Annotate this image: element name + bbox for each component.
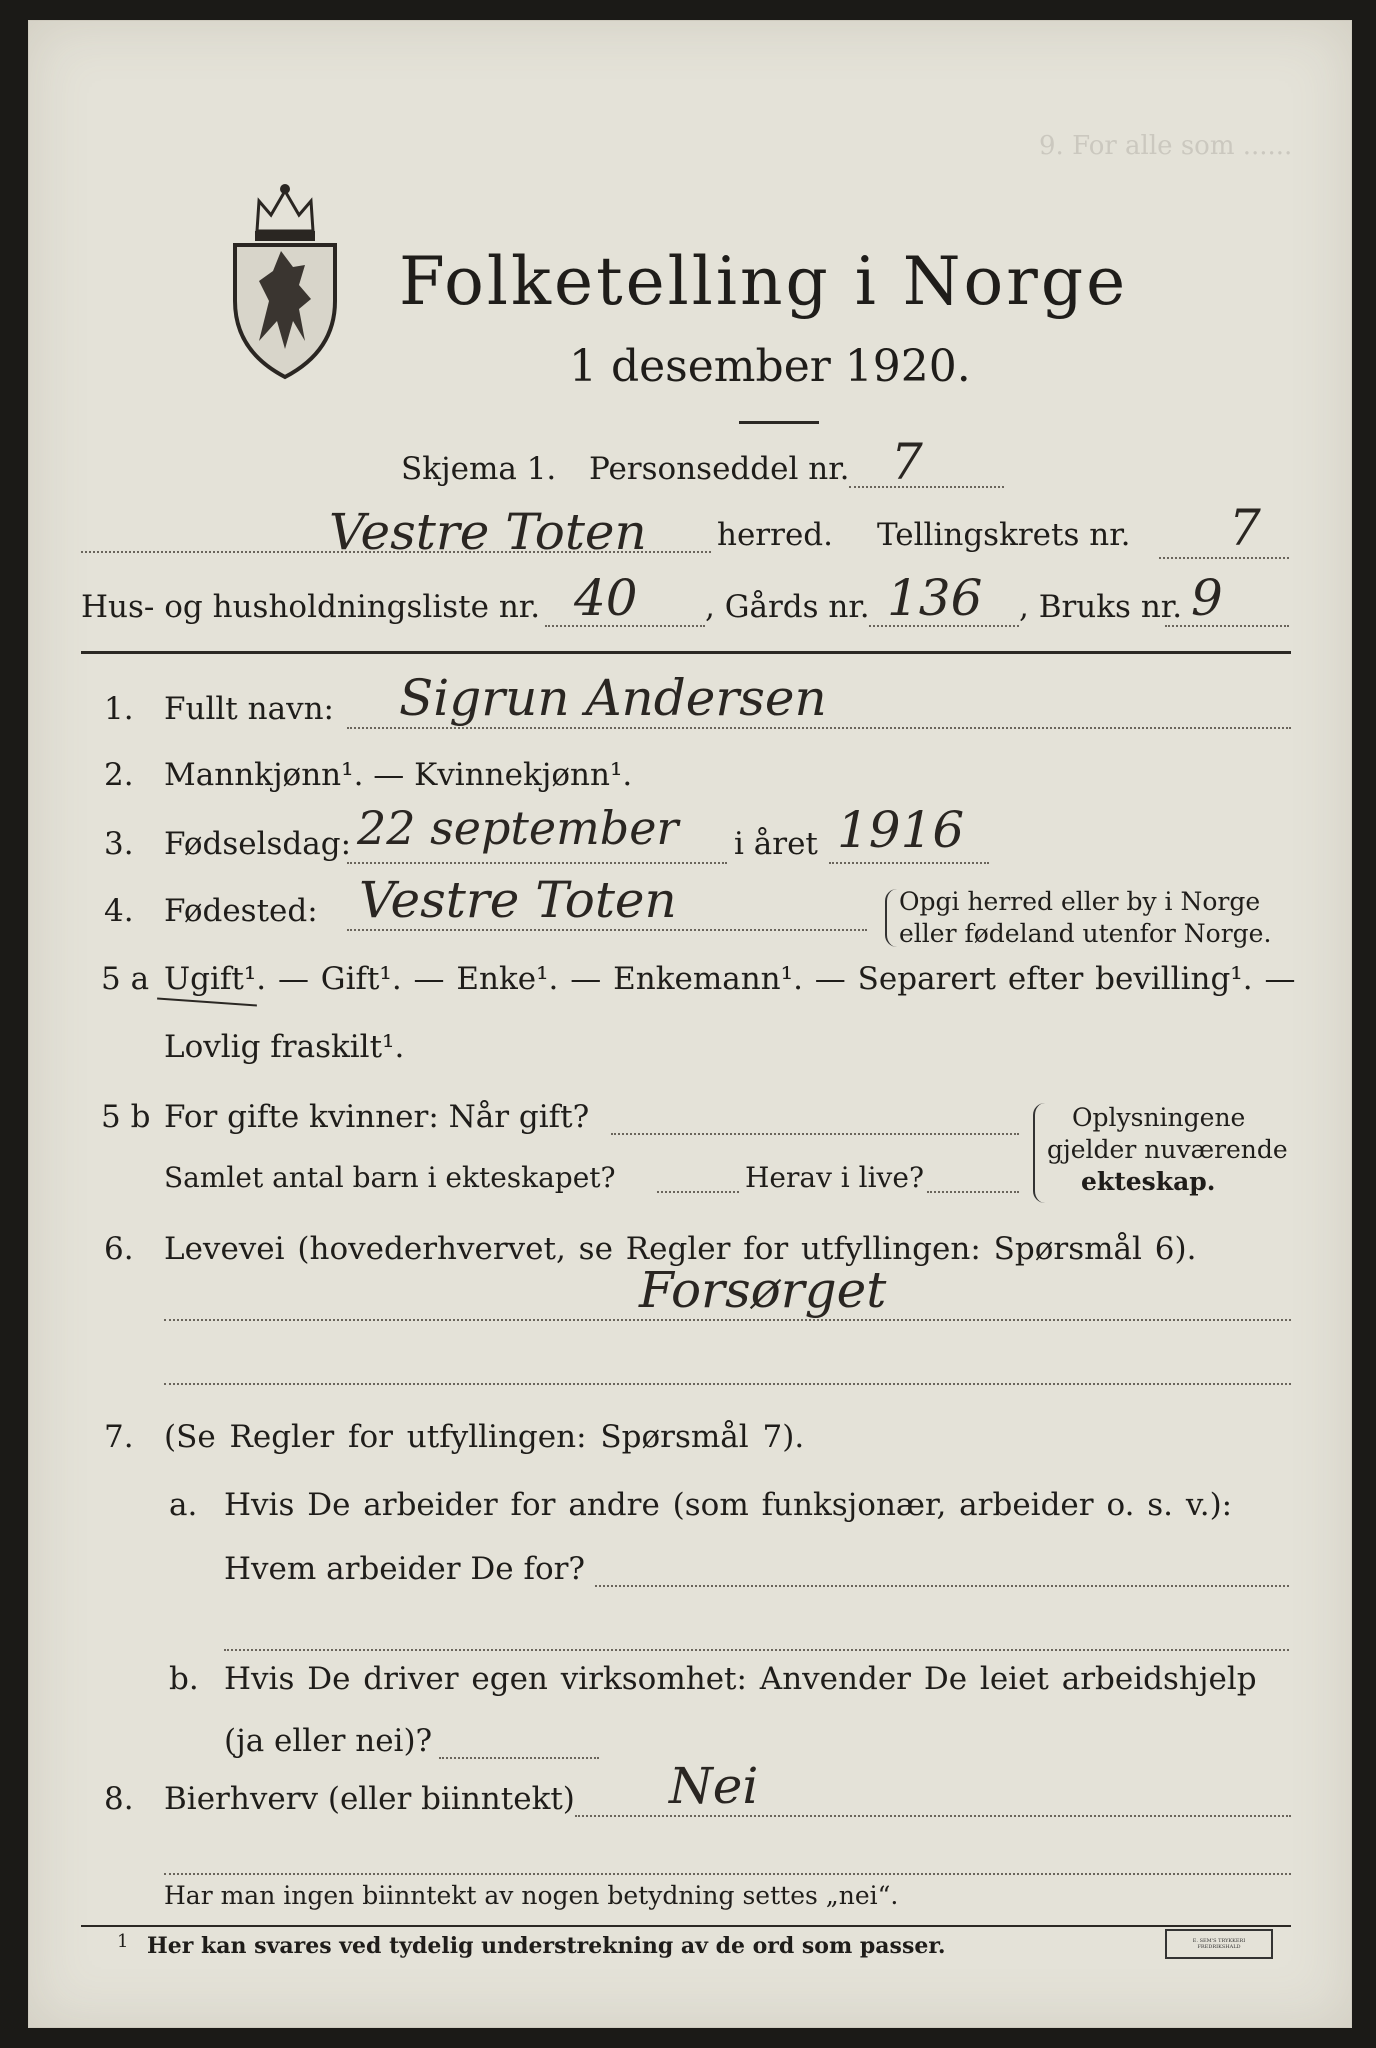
personseddel-value: 7 xyxy=(891,433,923,491)
q6-label: Levevei (hovederhvervet, se Regler for utfyllingen: Spørsmål 6). xyxy=(164,1231,1197,1267)
q5b-note-line2: gjelder nuværende xyxy=(1047,1135,1288,1164)
q5b-number: 5 b xyxy=(101,1099,151,1135)
q8-number: 8. xyxy=(104,1781,134,1817)
q7-number: 7. xyxy=(104,1419,134,1455)
q7b-number: b. xyxy=(169,1661,199,1697)
q7b-line1: Hvis De driver egen virksomhet: Anvender De leiet arbeidshjelp xyxy=(224,1661,1257,1697)
form-title: Folketelling i Norge xyxy=(399,243,1129,320)
q7-label: (Se Regler for utfyllingen: Spørsmål 7). xyxy=(164,1419,805,1455)
hus-label: Hus- og husholdningsliste nr. xyxy=(81,589,541,625)
header-divider xyxy=(81,651,1291,654)
q1-label: Fullt navn: xyxy=(164,691,334,727)
q5b-line2b: Herav i live? xyxy=(745,1161,924,1194)
herred-label: herred. xyxy=(717,517,833,553)
census-form xyxy=(28,20,1352,2028)
ugift-underline xyxy=(157,998,257,1007)
herred-value: Vestre Toten xyxy=(329,503,647,561)
skjema-label: Skjema 1. xyxy=(401,451,557,487)
q3-label: Fødselsdag: xyxy=(164,826,352,862)
q6-occupation: Forsørget xyxy=(639,1261,887,1319)
bruks-value: 9 xyxy=(1191,569,1223,627)
bleed-through: 9. For alle som ...... xyxy=(1039,131,1293,161)
q4-birthplace: Vestre Toten xyxy=(359,871,677,929)
q5b-note-line3: ekteskap. xyxy=(1081,1167,1216,1196)
q5a-number: 5 a xyxy=(101,961,150,997)
bruks-label: , Bruks nr. xyxy=(1019,589,1183,625)
printer-stamp-text: E. SEM'S TRYKKERI FREDRIKSHALD xyxy=(1192,1938,1246,1950)
q4-number: 4. xyxy=(104,893,134,929)
footnote-marker: 1 xyxy=(117,1931,129,1952)
q1-full-name: Sigrun Andersen xyxy=(399,669,827,727)
personseddel-label: Personseddel nr. xyxy=(589,451,850,487)
nei-instruction: Har man ingen biinntekt av nogen betydning settes „nei“. xyxy=(164,1881,899,1910)
q8-secondary-income: Nei xyxy=(669,1757,759,1815)
footer-divider xyxy=(81,1925,1291,1927)
q7a-line2: Hvem arbeider De for? xyxy=(224,1551,586,1587)
q5b-note-line1: Oplysningene xyxy=(1072,1103,1246,1132)
q4-note-line2: eller fødeland utenfor Norge. xyxy=(899,919,1272,948)
coat-of-arms-icon xyxy=(229,181,341,381)
q5a-marital-status: Ugift¹. — Gift¹. — Enke¹. — Enkemann¹. — Separert efter bevilling¹. — xyxy=(164,961,1296,997)
q7a-number: a. xyxy=(169,1487,198,1523)
tellingskrets-label: Tellingskrets nr. xyxy=(877,517,1131,553)
title-divider xyxy=(739,421,819,424)
q3-year-label: i året xyxy=(734,826,818,862)
q1-number: 1. xyxy=(104,691,134,727)
q2-number: 2. xyxy=(104,757,134,793)
q8-label: Bierhverv (eller biinntekt) xyxy=(164,1781,575,1817)
census-date: 1 desember 1920. xyxy=(569,341,971,392)
q3-birth-date: 22 september xyxy=(357,801,679,855)
q2-gender: Mannkjønn¹. — Kvinnekjønn¹. xyxy=(164,757,633,793)
q7a-line1: Hvis De arbeider for andre (som funksjonær, arbeider o. s. v.): xyxy=(224,1487,1233,1523)
q5a-line2: Lovlig fraskilt¹. xyxy=(164,1029,405,1065)
q4-label: Fødested: xyxy=(164,893,318,929)
printer-stamp xyxy=(1165,1929,1273,1959)
q3-number: 3. xyxy=(104,826,134,862)
q4-note-line1: Opgi herred eller by i Norge xyxy=(899,887,1261,916)
q7b-line2: (ja eller nei)? xyxy=(224,1723,433,1759)
hus-value: 40 xyxy=(574,569,638,627)
q6-number: 6. xyxy=(104,1231,134,1267)
q3-birth-year: 1916 xyxy=(837,801,965,859)
q5b-line1: For gifte kvinner: Når gift? xyxy=(164,1099,590,1135)
footnote-text: Her kan svares ved tydelig understrekning av de ord som passer. xyxy=(147,1933,946,1959)
q5b-line2a: Samlet antal barn i ekteskapet? xyxy=(164,1161,616,1194)
gards-label: , Gårds nr. xyxy=(705,589,870,625)
gards-value: 136 xyxy=(887,569,983,627)
tellingskrets-value: 7 xyxy=(1229,499,1261,557)
